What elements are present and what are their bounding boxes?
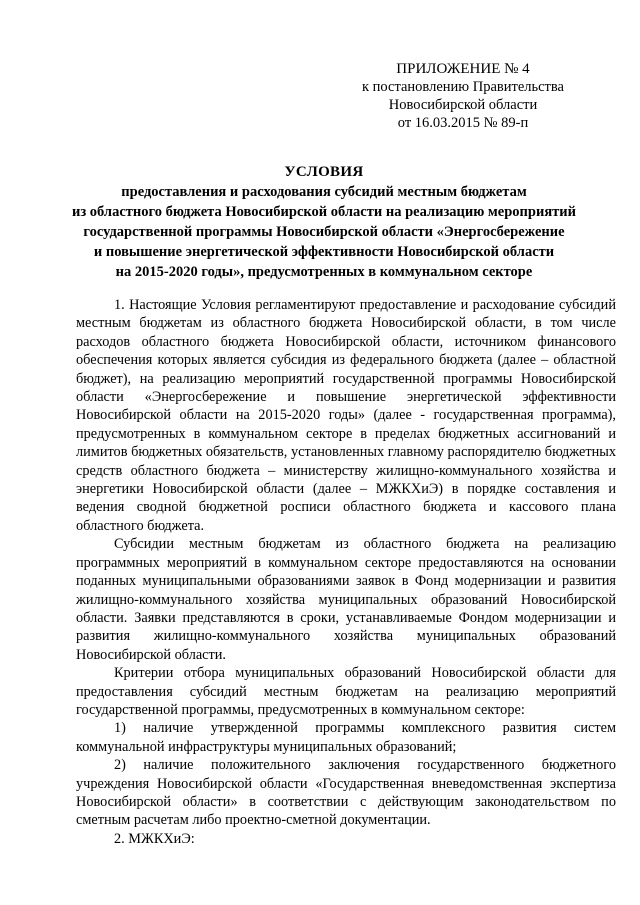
appendix-region: Новосибирской области xyxy=(388,97,538,113)
document-body xyxy=(76,296,616,848)
title-subline: предоставления и расходования субсидий местным бюджетам xyxy=(121,184,527,200)
paragraph-section-1: 1. Настоящие Условия регламентируют предоставление и расходование субсидий местным бюджетам из областного бюджета Новосибирской области, в том числе расходов областного бюджета Новосибирской области, источником финансового обеспечения которых является субсидия из федерального бюджета (далее – областной бюджет), на реализацию мероприятий государственной программы Новосибирской области «Энергосбережение и повышение энергетической эффективности Новосибирской области на 2015-2020 годы» (далее - государственная программа), предусмотренных в коммунальном секторе в пределах бюджетных ассигнований и лимитов бюджетных обязательств, установленных главному распорядителю бюджетных средств областного бюджета – министерству жилищно-коммунального хозяйства и энергетики Новосибирской области (далее – МЖКХиЭ) в порядке составления и ведения сводной бюджетной росписи областного бюджета и кассового плана областного бюджета. xyxy=(76,297,616,534)
title-subline: государственной программы Новосибирской области «Энергосбережение xyxy=(83,224,565,240)
document-title: УСЛОВИЯ xyxy=(284,164,364,180)
appendix-header xyxy=(348,60,578,132)
paragraph-subsidies: Субсидии местным бюджетам из областного бюджета на реализацию программных мероприятий в коммунальном секторе предоставляются на основании поданных муниципальными образованиями заявок в Фонд модернизации и развития жилищно-коммунального хозяйства муниципальных образований Новосибирской области. Заявки представляются в сроки, устанавливаемые Фондом модернизации и развития жилищно-коммунального хозяйства муниципальных образований Новосибирской области. xyxy=(76,536,616,663)
paragraph-criterion-1: 1) наличие утвержденной программы комплексного развития систем коммунальной инфраструктуры муниципальных образований; xyxy=(76,720,616,755)
appendix-resolution-ref: к постановлению Правительства xyxy=(362,79,564,95)
appendix-title: ПРИЛОЖЕНИЕ № 4 xyxy=(396,61,530,77)
title-subline: на 2015-2020 годы», предусмотренных в коммунальном секторе xyxy=(115,264,533,280)
title-subline: и повышение энергетической эффективности Новосибирской области xyxy=(93,244,555,260)
title-subline: из областного бюджета Новосибирской области на реализацию мероприятий xyxy=(71,204,577,220)
paragraph-section-2: 2. МЖКХиЭ: xyxy=(114,830,195,847)
paragraph-criterion-2: 2) наличие положительного заключения государственного бюджетного учреждения Новосибирской области «Государственная вневедомственная экспертиза Новосибирской области» в соответствии с действующим законодательством по сметным расчетам либо проектно-сметной документации. xyxy=(76,757,616,829)
paragraph-selection-criteria: Критерии отбора муниципальных образований Новосибирской области для предоставления субсидий местным бюджетам на реализацию мероприятий государственной программы, предусмотренных в коммунальном секторе: xyxy=(76,665,616,718)
appendix-date-number: от 16.03.2015 № 89-п xyxy=(397,115,529,131)
document-title-block xyxy=(60,163,588,282)
